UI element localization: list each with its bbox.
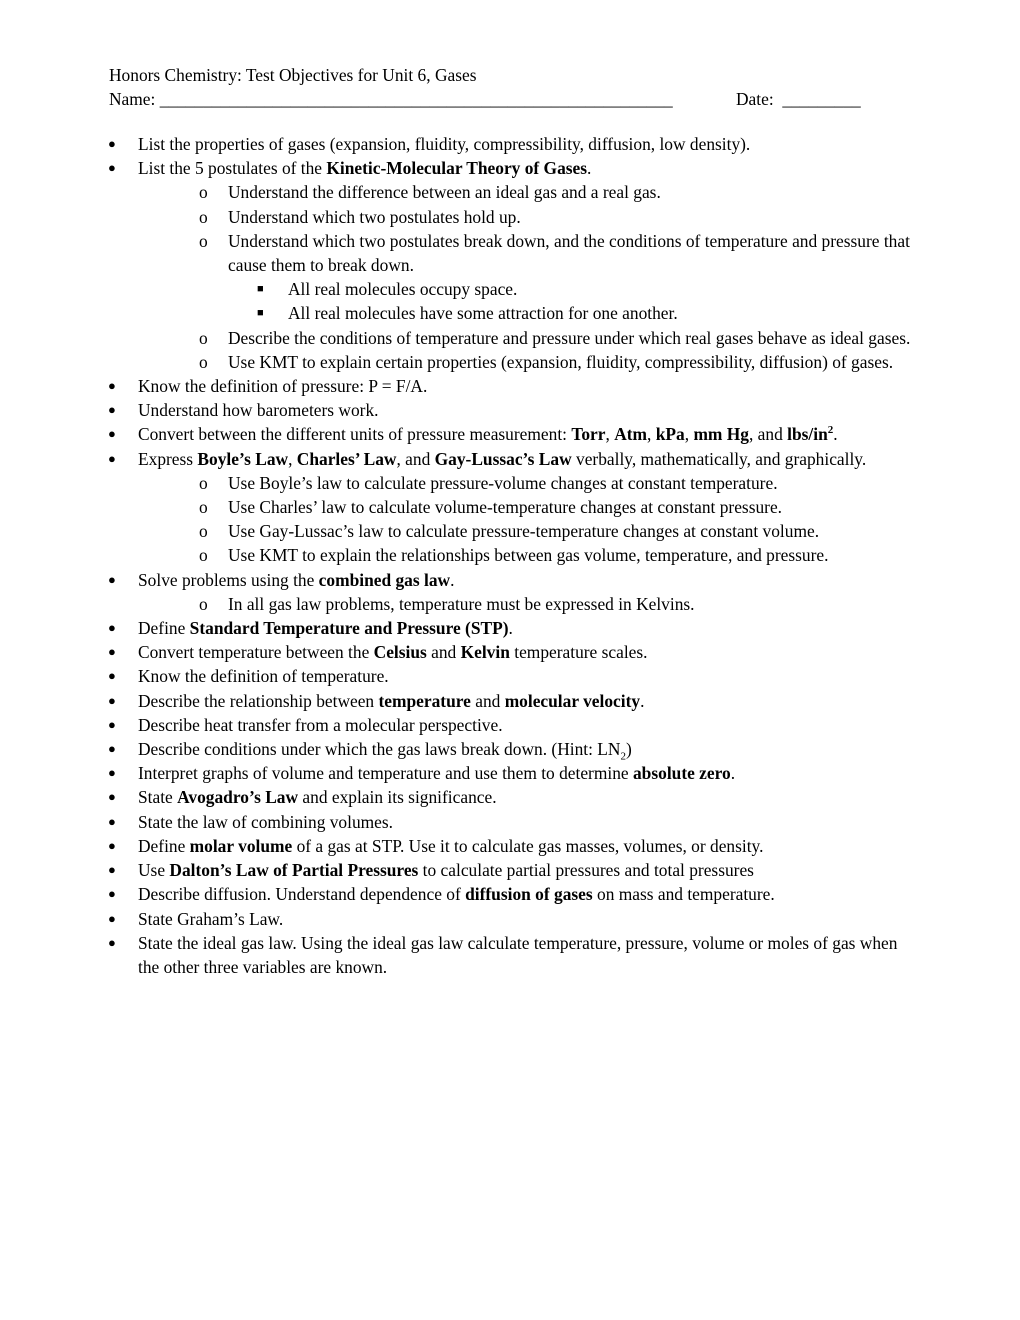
name-blank[interactable]: ___________________________________________________________ [159,89,673,110]
document-header [109,63,909,111]
item-text: . [508,618,513,639]
circle-marker: o [199,206,208,227]
objective-item [0,156,920,180]
item-text: State Graham’s Law. [138,908,284,929]
emphasis-text: molar volume [189,835,293,856]
item-text: , [288,448,297,469]
objective-item [0,785,920,809]
item-text: Describe the relationship between [138,690,379,711]
item-text: List the properties of gases (expansion, fluidity, compressibility, diffusion, low density). [138,134,751,154]
bullet-marker: ● [108,402,116,418]
objective-item [0,810,920,834]
bullet-marker: ● [108,426,116,442]
item-text: on mass and temperature. [592,884,775,905]
name-date-line [109,87,909,111]
item-text: temperature scales. [509,642,648,663]
emphasis-text: Dalton’s Law of Partial Pressures [169,860,419,881]
name-label: Name: [109,89,156,110]
emphasis-text: kPa [655,424,685,445]
circle-marker: o [199,545,208,566]
item-text: Understand how barometers work. [138,400,379,421]
objective-item [0,568,920,592]
sub-objective-item [0,350,922,374]
item-text: Know the definition of pressure: P = F/A. [138,376,428,397]
item-text: All real molecules occupy space. [288,279,518,300]
item-text: Convert temperature between the [138,642,374,663]
emphasis-text: mm Hg [693,424,749,445]
item-text: . [833,424,838,445]
objective-item [0,422,920,446]
emphasis-text: 2 [827,424,834,437]
circle-marker: o [199,472,208,493]
bullet-marker: ● [108,620,116,636]
item-text: All real molecules have some attraction for one another. [288,303,678,324]
square-marker: ■ [257,307,264,320]
objective-item [0,447,920,471]
item-text: , [684,424,694,445]
item-text: In all gas law problems, temperature must be expressed in Kelvins. [228,593,695,614]
item-text: Describe heat transfer from a molecular perspective. [138,714,503,735]
objective-item [0,907,920,931]
sub-objective-item [0,471,922,495]
item-text: Describe diffusion. Understand dependence of [138,884,466,905]
item-text: verbally, mathematically, and graphically. [571,448,867,469]
bullet-marker: ● [108,571,116,587]
item-text: to calculate partial pressures and total pressures [418,860,754,881]
sub-objective-item [0,326,922,350]
circle-marker: o [199,327,208,348]
emphasis-text: molecular velocity [504,690,641,711]
emphasis-text: Avogadro’s Law [177,787,299,808]
bullet-marker: ● [108,378,116,394]
item-text: , and [396,448,435,469]
item-text: State the law of combining volumes. [138,811,394,832]
item-text: Use Boyle’s law to calculate pressure-volume changes at constant temperature. [228,472,778,493]
item-text: Use Gay-Lussac’s law to calculate pressure-temperature changes at constant volume. [228,521,820,542]
item-text: List the 5 postulates of the [138,158,327,179]
date-field [736,87,861,111]
bullet-marker: ● [108,765,116,781]
emphasis-text: diffusion of gases [465,884,593,905]
emphasis-text: Charles’ Law [296,448,397,469]
objective-item [0,882,920,906]
emphasis-text: lbs/in [787,424,828,445]
circle-marker: o [199,182,208,203]
objectives-list [0,132,1020,979]
item-text: Use KMT to explain the relationships between gas volume, temperature, and pressure. [228,545,829,566]
emphasis-text: Kelvin [460,642,510,663]
bullet-marker: ● [108,886,116,902]
item-text: State [138,787,178,808]
bullet-marker: ● [108,910,116,926]
item-text: and [426,642,461,663]
objective-item [0,713,920,737]
item-text: . [640,690,645,711]
circle-marker: o [199,521,208,542]
objective-item [0,858,920,882]
item-text: . [730,763,736,784]
item-text: Solve problems using the [138,569,319,590]
page-title: Honors Chemistry: Test Objectives for Unit 6, Gases [109,65,477,85]
emphasis-text: Gay-Lussac’s Law [434,448,572,469]
sub-objective-item [0,592,922,616]
emphasis-text: Celsius [373,642,427,663]
objective-item [0,689,920,713]
item-text: Use KMT to explain certain properties (expansion, fluidity, compressibility, diffusion) of gases. [228,351,894,372]
bullet-marker: ● [108,692,116,708]
emphasis-text: Kinetic-Molecular Theory of Gases [326,158,588,179]
objective-item [0,931,920,979]
square-marker: ■ [257,283,264,296]
detail-item [0,301,908,325]
emphasis-text: absolute zero [632,763,731,784]
bullet-marker: ● [108,716,116,732]
item-text: Describe conditions under which the gas laws break down. (Hint: LN [138,739,621,760]
bullet-marker: ● [108,160,116,176]
date-blank[interactable]: _________ [782,89,861,110]
item-text: Define [138,618,190,639]
detail-item [0,277,908,301]
item-text: . [450,569,455,590]
emphasis-text: temperature [378,690,471,711]
bullet-marker: ● [108,934,116,950]
item-text: Use [138,860,170,881]
item-text: and [470,690,505,711]
item-text: ) [625,739,632,760]
circle-marker: o [199,497,208,518]
sub-objective-item [0,205,922,229]
bullet-marker: ● [108,741,116,757]
emphasis-text: Torr [571,424,606,445]
item-text: Describe the conditions of temperature and pressure under which real gases behave as ideal gases. [228,327,911,348]
bullet-marker: ● [108,136,116,151]
item-text: Use Charles’ law to calculate volume-temperature changes at constant pressure. [228,497,783,518]
item-text: of a gas at STP. Use it to calculate gas masses, volumes, or density. [292,835,764,856]
item-text: Convert between the different units of pressure measurement: [138,424,572,445]
objective-item [0,374,920,398]
item-text: Define [138,835,190,856]
item-text: 2 [620,750,626,763]
item-text: Understand which two postulates break down, and the conditions of temperature and pressure that cause them to break down. [228,230,910,276]
objective-item [0,398,920,422]
bullet-marker: ● [108,789,116,805]
bullet-marker: ● [108,837,116,853]
item-text: Interpret graphs of volume and temperature and use them to determine [138,763,633,784]
objective-item [0,616,920,640]
item-text: Understand which two postulates hold up. [228,206,521,227]
sub-objective-item [0,229,922,277]
circle-marker: o [199,351,208,372]
objective-item [0,737,920,761]
sub-objective-item [0,495,922,519]
item-text: , and [748,424,788,445]
emphasis-text: combined gas law [318,569,451,590]
item-text: State the ideal gas law. Using the ideal gas law calculate temperature, pressure, volume or moles of gas when the other three variables are known. [138,932,898,977]
bullet-marker: ● [108,644,116,660]
emphasis-text: Atm [614,424,648,445]
sub-objective-item [0,519,922,543]
item-text: , [647,424,656,445]
item-text: Express [138,448,198,469]
bullet-marker: ● [108,813,116,829]
bullet-marker: ● [108,862,116,878]
bullet-marker: ● [108,668,116,684]
emphasis-text: Boyle’s Law [197,448,289,469]
objective-item [0,640,920,664]
sub-objective-item [0,543,922,567]
objective-item [0,664,920,688]
item-text: , [605,424,615,445]
circle-marker: o [199,593,208,614]
date-label: Date: [736,89,774,110]
objective-item [0,132,920,156]
item-text: and explain its significance. [298,787,497,808]
objective-item [0,761,920,785]
item-text: Understand the difference between an ideal gas and a real gas. [228,182,661,203]
sub-objective-item [0,180,922,204]
item-text: Know the definition of temperature. [138,666,389,687]
circle-marker: o [199,230,208,251]
bullet-marker: ● [108,450,116,466]
objective-item [0,834,920,858]
emphasis-text: Standard Temperature and Pressure (STP) [189,618,509,639]
item-text: . [587,158,592,179]
